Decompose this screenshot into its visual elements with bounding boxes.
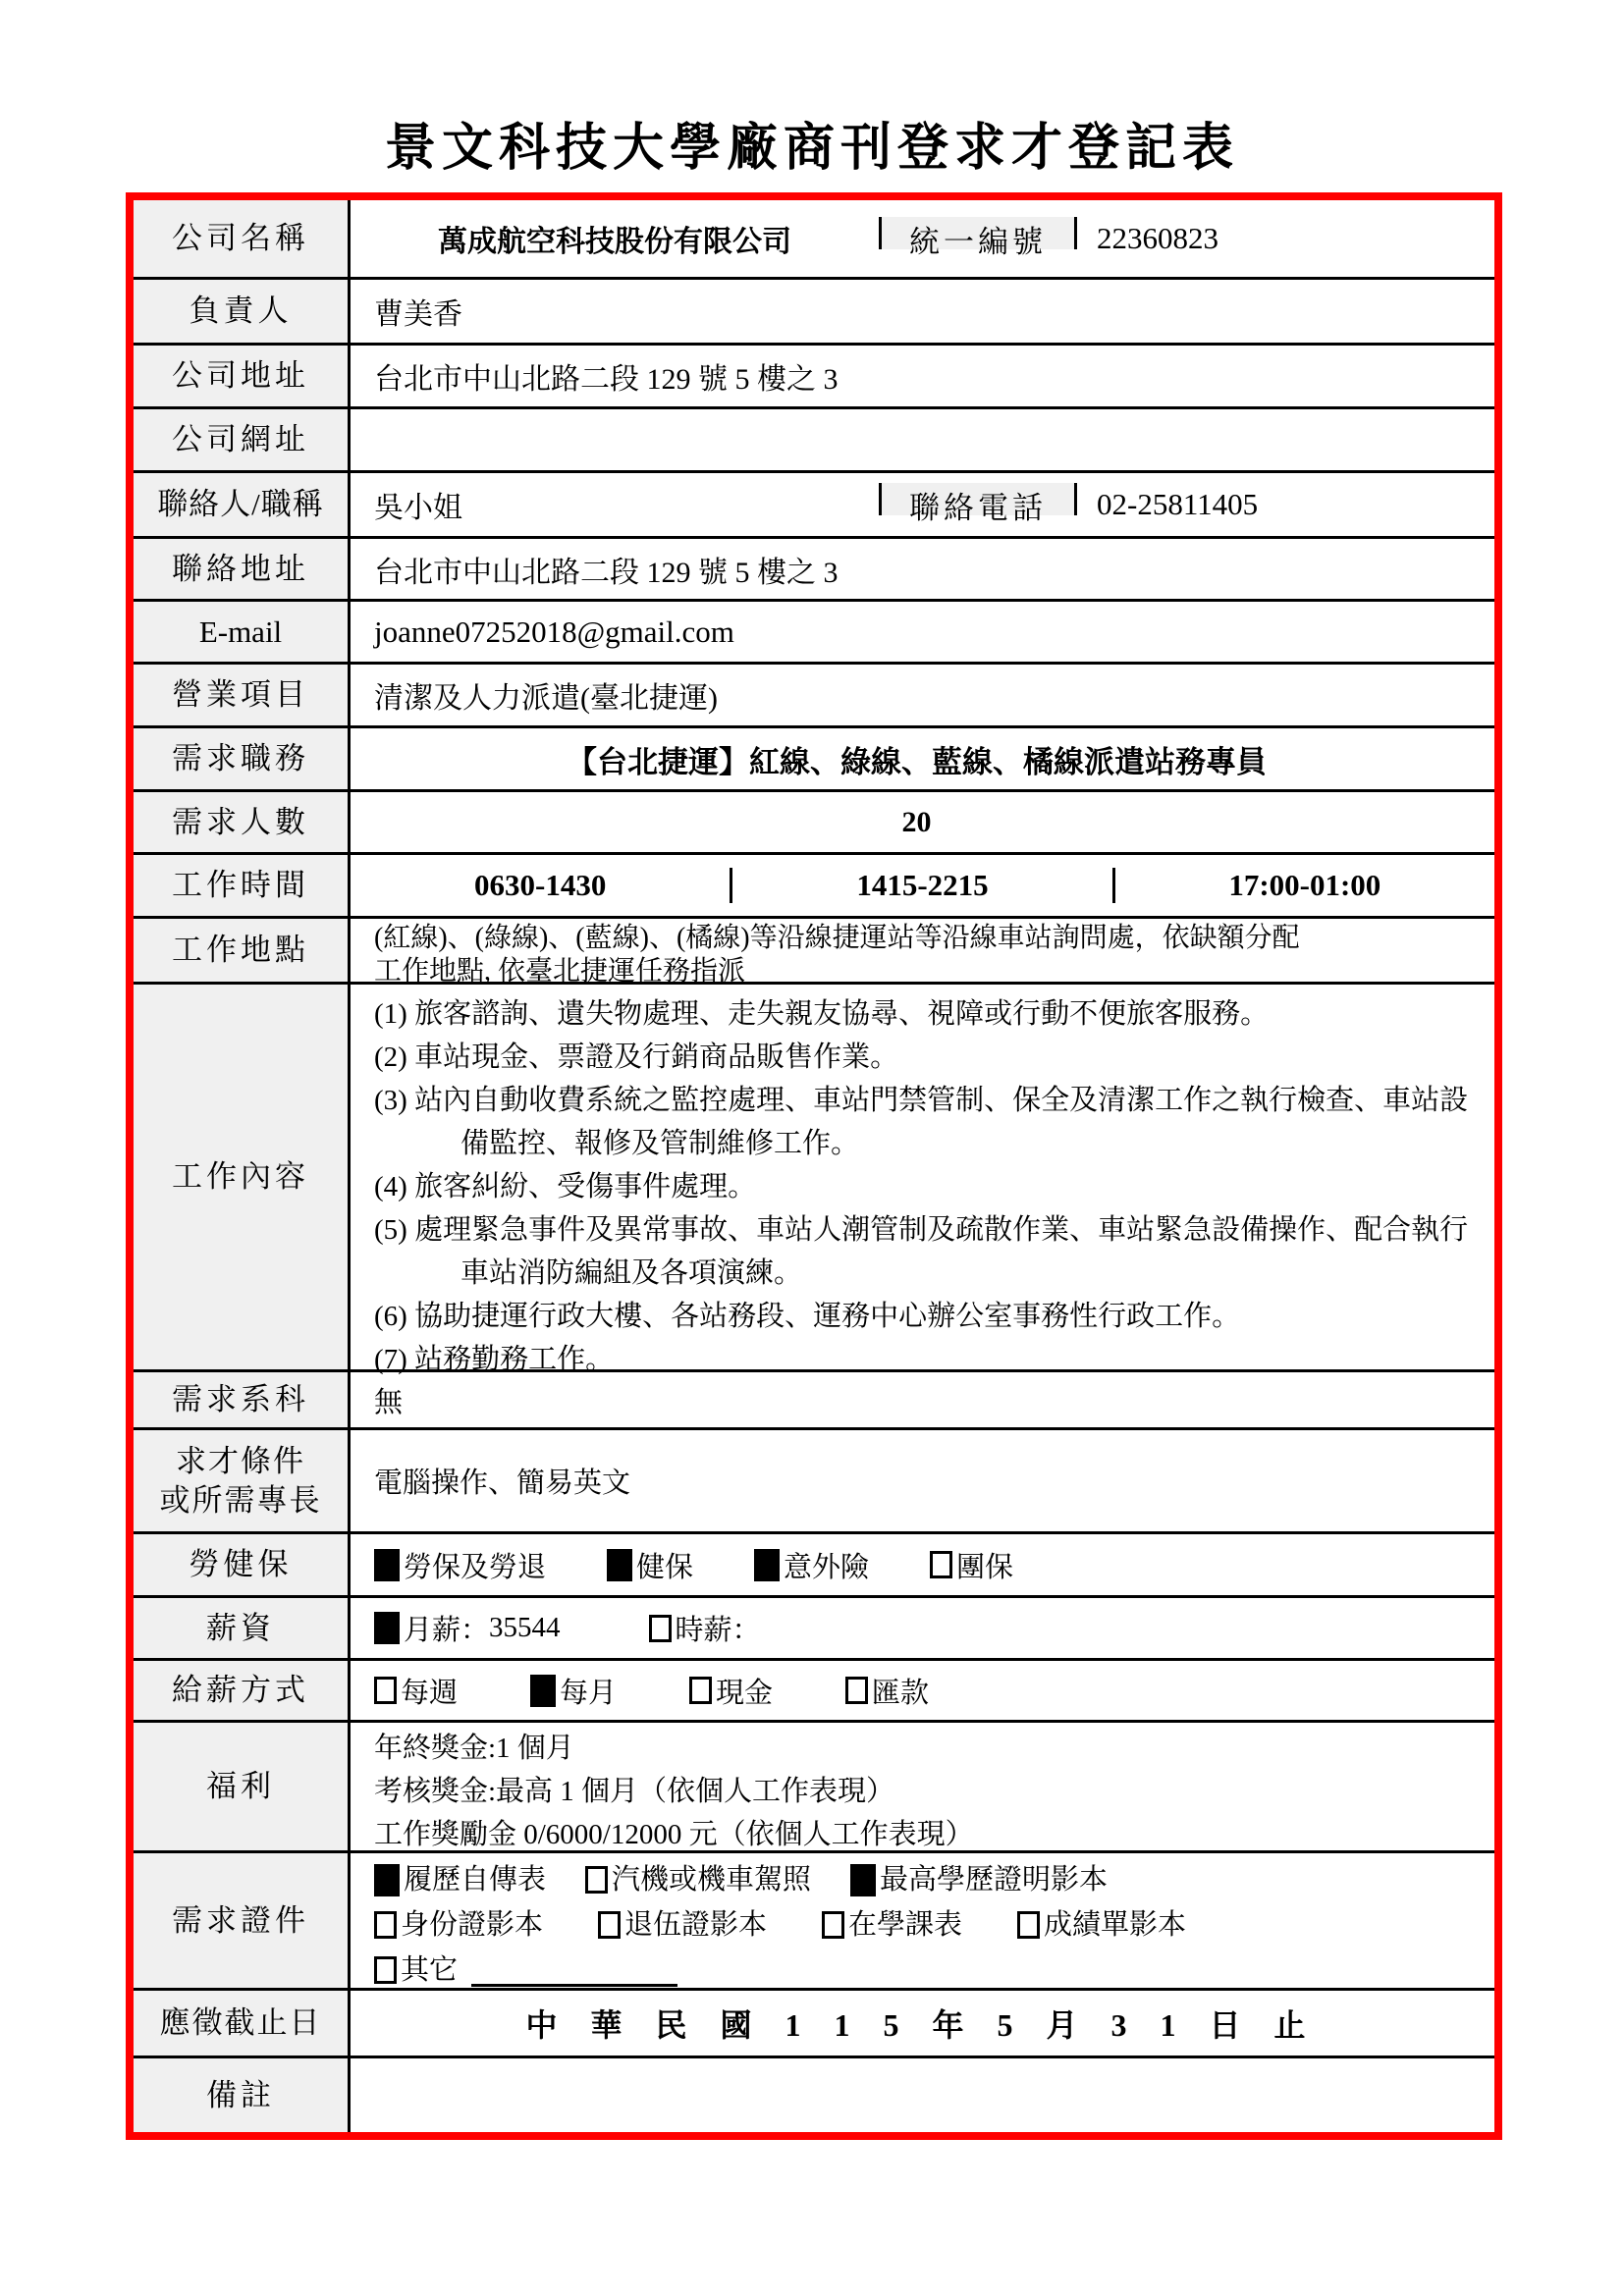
checkbox-label: 最高學歷證明影本	[880, 1864, 1109, 1896]
row-work-content	[134, 985, 1494, 1375]
departments-value: 無	[374, 1386, 404, 1418]
checkbox-other[interactable]	[374, 1956, 397, 1984]
shift-1: 0630-1430	[351, 868, 732, 903]
checkbox-discharge-copy[interactable]	[598, 1911, 621, 1939]
label-company-website: 公司網址	[134, 409, 351, 470]
tax-id-cell	[879, 217, 1077, 261]
hourly-salary-label: 時薪：	[675, 1615, 761, 1646]
label-requirements-line2: 或所需專長	[159, 1482, 322, 1518]
label-departments: 需求系科	[134, 1372, 351, 1427]
row-benefits	[134, 1723, 1494, 1853]
checkbox-cash[interactable]	[689, 1677, 712, 1704]
label-deadline: 應徵截止日	[134, 1991, 351, 2056]
company-address-value: 台北市中山北路二段 129 號 5 樓之 3	[374, 363, 839, 396]
pay-method-option	[845, 1671, 929, 1711]
phone-value: 02-25811405	[1097, 487, 1259, 521]
pay-method-option	[530, 1671, 617, 1711]
label-work-hours: 工作時間	[134, 855, 351, 916]
business-items-value: 清潔及人力派遣(臺北捷運)	[374, 682, 718, 715]
row-email	[134, 602, 1494, 665]
row-requirements	[134, 1430, 1494, 1534]
insurance-option	[754, 1545, 869, 1585]
work-location-line2: 工作地點, 依臺北捷運任務指派	[374, 956, 746, 987]
row-work-location	[134, 919, 1494, 985]
row-position	[134, 728, 1494, 792]
tax-id-value: 22360823	[1097, 221, 1218, 255]
shift-2: 1415-2215	[732, 868, 1114, 903]
salary-monthly-option	[374, 1608, 561, 1648]
shift-3: 17:00-01:00	[1228, 868, 1381, 902]
requirements-value: 電腦操作、簡易英文	[374, 1468, 631, 1499]
label-requirements-line1: 求才條件	[176, 1443, 305, 1478]
label-company-name: 公司名稱	[134, 200, 351, 277]
monthly-salary-value: 35544	[489, 1612, 561, 1643]
label-position: 需求職務	[134, 728, 351, 789]
label-tax-id: 統一編號	[909, 224, 1047, 259]
checkbox-label: 汽機或機車駕照	[612, 1864, 812, 1896]
checkbox-label: 團保	[956, 1551, 1014, 1583]
checkbox-resume[interactable]	[374, 1864, 400, 1896]
row-remarks	[134, 2058, 1494, 2132]
benefit-line: 工作獎勵金 0/6000/12000 元（依個人工作表現）	[374, 1819, 974, 1850]
checkbox-accident-insurance[interactable]	[754, 1549, 780, 1581]
label-work-location: 工作地點	[134, 919, 351, 982]
label-pay-method: 給薪方式	[134, 1661, 351, 1720]
checkbox-monthly-salary[interactable]	[374, 1612, 400, 1644]
other-blank-line	[471, 1954, 677, 1987]
label-contact: 聯絡人/職稱	[134, 473, 351, 536]
row-company-website	[134, 409, 1494, 473]
row-contact-address	[134, 539, 1494, 602]
checkbox-label: 每月	[560, 1677, 618, 1709]
phone-label-cell	[879, 483, 1077, 527]
label-business-items: 營業項目	[134, 665, 351, 725]
work-content-item: (6) 協助捷運行政大樓、各站務段、運務中心辦公室事務性行政工作。	[374, 1301, 1241, 1332]
insurance-option	[374, 1545, 546, 1585]
checkbox-transcript-copy[interactable]	[1017, 1911, 1040, 1939]
label-headcount: 需求人數	[134, 792, 351, 852]
label-work-content: 工作內容	[134, 985, 351, 1369]
company-name-value: 萬成航空科技股份有限公司	[438, 226, 791, 258]
work-content-item: (3) 站內自動收費系統之監控處理、車站門禁管制、保全及清潔工作之執行檢查、車站設備監控、報修及管制維修工作。	[374, 1085, 1469, 1159]
row-insurance	[134, 1534, 1494, 1598]
label-contact-address: 聯絡地址	[134, 539, 351, 599]
row-company-address	[134, 346, 1494, 409]
work-location-line1: (紅線)、(綠線)、(藍線)、(橘線)等沿線捷運站等沿線車站詢問處，依缺額分配	[374, 923, 1300, 953]
document-option	[585, 1857, 811, 1902]
checkbox-label: 履歷自傳表	[404, 1864, 547, 1896]
job-registration-form	[126, 192, 1502, 2140]
document-option-other	[374, 1948, 458, 1993]
row-deadline	[134, 1991, 1494, 2058]
checkbox-group-insurance[interactable]	[930, 1551, 952, 1578]
pay-method-option	[689, 1671, 773, 1711]
checkbox-label: 意外險	[784, 1551, 870, 1583]
checkbox-drivers-license[interactable]	[585, 1866, 608, 1894]
monthly-salary-label: 月薪：	[404, 1615, 490, 1646]
label-benefits: 福利	[134, 1723, 351, 1850]
page-title: 景文科技大學廠商刊登求才登記表	[384, 121, 1239, 177]
label-salary: 薪資	[134, 1598, 351, 1658]
owner-value: 曹美香	[374, 298, 462, 331]
pay-method-option	[374, 1671, 458, 1711]
document-option	[850, 1857, 1108, 1902]
work-content-item: (5) 處理緊急事件及異常事故、車站人潮管制及疏散作業、車站緊急設備操作、配合執行車站消防編組及各項演練。	[374, 1214, 1469, 1289]
label-company-address: 公司地址	[134, 346, 351, 406]
row-salary	[134, 1598, 1494, 1661]
row-headcount	[134, 792, 1494, 855]
company-website-value	[351, 409, 1494, 470]
deadline-value: 中 華 民 國 1 1 5 年 5 月 3 1 日 止	[525, 2007, 1308, 2043]
position-value: 【台北捷運】紅線、綠線、藍線、橘線派遣站務專員	[567, 744, 1267, 779]
contact-value: 吳小姐	[374, 492, 462, 524]
checkbox-label: 匯款	[872, 1677, 930, 1709]
checkbox-diploma-copy[interactable]	[850, 1864, 876, 1896]
row-departments	[134, 1372, 1494, 1430]
label-email: E-mail	[134, 602, 351, 662]
work-content-item: (1) 旅客諮詢、遺失物處理、走失親友協尋、視障或行動不便旅客服務。	[374, 998, 1270, 1030]
insurance-option	[607, 1545, 693, 1585]
email-value: joanne07252018@gmail.com	[374, 614, 734, 649]
remarks-value	[351, 2058, 1494, 2132]
checkbox-labor-insurance[interactable]	[374, 1549, 400, 1581]
benefit-line: 考核獎金:最高 1 個月（依個人工作表現）	[374, 1776, 895, 1807]
document-option	[822, 1902, 962, 1948]
label-insurance: 勞健保	[134, 1534, 351, 1595]
headcount-value: 20	[901, 805, 932, 838]
label-owner: 負責人	[134, 280, 351, 343]
label-documents: 需求證件	[134, 1853, 351, 1988]
label-remarks: 備註	[134, 2058, 351, 2132]
row-company-name	[134, 200, 1494, 280]
checkbox-monthly[interactable]	[530, 1675, 556, 1707]
work-content-item: (4) 旅客糾紛、受傷事件處理。	[374, 1171, 757, 1202]
document-option	[374, 1857, 546, 1902]
checkbox-label: 健保	[636, 1551, 694, 1583]
checkbox-hourly-salary[interactable]	[649, 1615, 672, 1642]
checkbox-label: 身份證影本	[401, 1909, 544, 1941]
row-documents	[134, 1853, 1494, 1991]
row-business-items	[134, 665, 1494, 728]
checkbox-label: 退伍證影本	[624, 1909, 768, 1941]
checkbox-weekly[interactable]	[374, 1677, 397, 1704]
document-option	[374, 1902, 543, 1948]
row-owner	[134, 280, 1494, 346]
checkbox-health-insurance[interactable]	[607, 1549, 632, 1581]
salary-hourly-option	[649, 1608, 761, 1648]
checkbox-label: 成績單影本	[1044, 1909, 1187, 1941]
checkbox-label: 在學課表	[848, 1909, 963, 1941]
row-contact	[134, 473, 1494, 539]
row-work-hours	[134, 855, 1494, 919]
checkbox-label: 勞保及勞退	[404, 1551, 547, 1583]
contact-address-value: 台北市中山北路二段 129 號 5 樓之 3	[374, 556, 839, 589]
checkbox-label: 現金	[716, 1677, 774, 1709]
checkbox-class-schedule[interactable]	[822, 1911, 844, 1939]
work-content-item: (2) 車站現金、票證及行銷商品販售作業。	[374, 1041, 899, 1073]
work-content-item: (7) 站務勤務工作。	[374, 1344, 615, 1375]
label-phone: 聯絡電話	[909, 490, 1047, 525]
row-pay-method	[134, 1661, 1494, 1723]
checkbox-label: 每週	[401, 1677, 459, 1709]
benefit-line: 年終獎金:1 個月	[374, 1733, 574, 1764]
checkbox-transfer[interactable]	[845, 1677, 868, 1704]
document-option	[1017, 1902, 1186, 1948]
document-option	[598, 1902, 767, 1948]
insurance-option	[930, 1545, 1013, 1585]
checkbox-id-copy[interactable]	[374, 1911, 397, 1939]
checkbox-label: 其它	[401, 1954, 459, 1986]
